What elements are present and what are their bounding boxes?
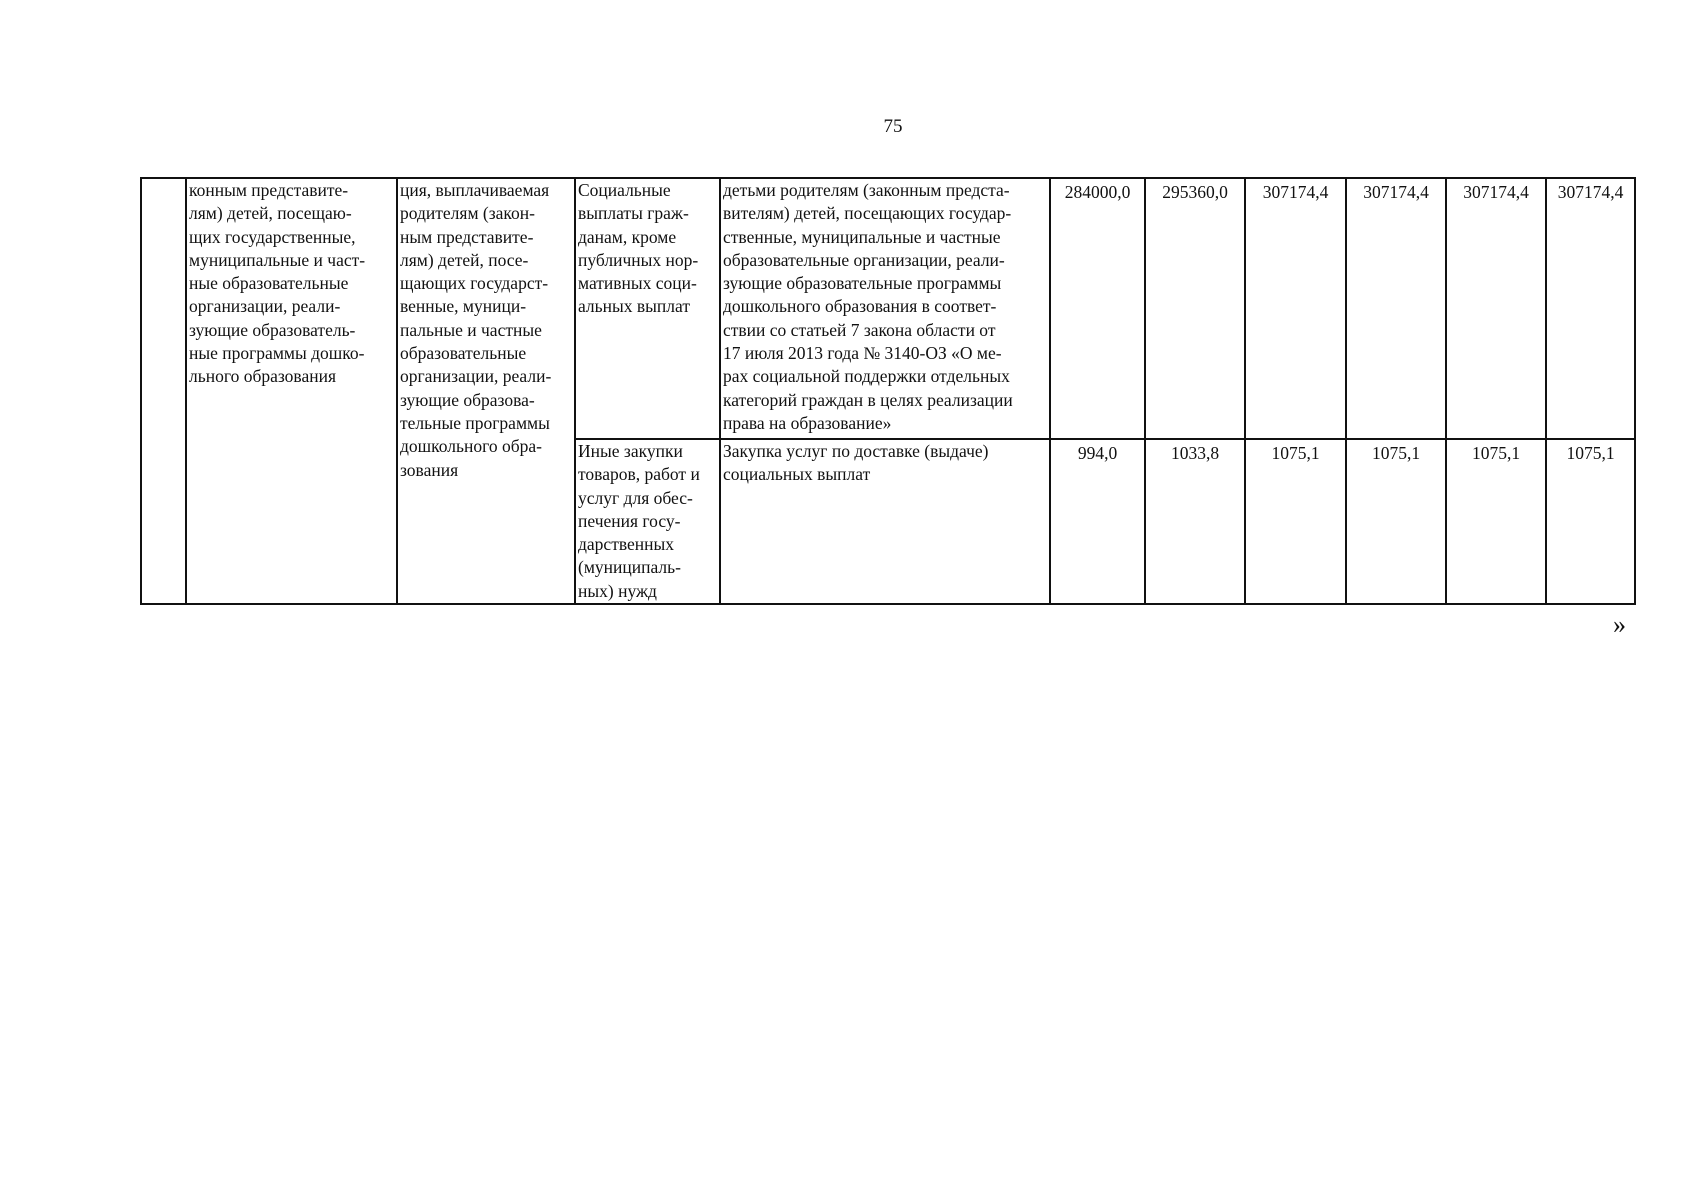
recipient-description-cell: конным представите- лям) детей, посещаю- щих государственные, муниципальные и част- ные образовательные организации, реали- зующие образователь- ные программы дошко- льного образования: [186, 178, 397, 604]
expense-description-cell: Закупка услуг по доставке (выдаче) социальных выплат: [720, 439, 1050, 604]
value-cell: 307174,4: [1446, 178, 1546, 439]
expense-description-cell: детьми родителям (законным предста- вителям) детей, посещающих государ- ственные, муниципальные и частные образовательные организации, реали- зующие образовательные программы дошкольного образования в соответ- ствии со статьей 7 закона области от 17 июля 2013 года № 3140-ОЗ «О ме- рах социальной поддержки отдельных категорий граждан в целях реализации права на образование»: [720, 178, 1050, 439]
value-cell: 307174,4: [1546, 178, 1635, 439]
row-number-cell: [141, 178, 186, 604]
value-cell: 1075,1: [1245, 439, 1346, 604]
value-cell: 994,0: [1050, 439, 1145, 604]
value-cell: 295360,0: [1145, 178, 1245, 439]
expense-type-cell: Социальные выплаты граж- данам, кроме публичных нор- мативных соци- альных выплат: [575, 178, 720, 439]
page-number: 75: [883, 116, 903, 137]
value-cell: 1033,8: [1145, 439, 1245, 604]
value-cell: 1075,1: [1546, 439, 1635, 604]
value-cell: 307174,4: [1245, 178, 1346, 439]
value-cell: 284000,0: [1050, 178, 1145, 439]
value-cell: 307174,4: [1346, 178, 1446, 439]
expense-type-cell: Иные закупки товаров, работ и услуг для обес- печения госу- дарственных (муниципаль- ных) нужд: [575, 439, 720, 604]
table-row: [141, 178, 1635, 439]
payment-description-cell: ция, выплачиваемая родителям (закон- ным представите- лям) детей, посе- щающих государст- венные, муници- пальные и частные образовательные организации, реали- зующие образова- тельные программы дошкольного обра- зования: [397, 178, 575, 604]
value-cell: 1075,1: [1346, 439, 1446, 604]
budget-table: [140, 177, 1636, 605]
closing-quote-mark: »: [1613, 610, 1626, 639]
value-cell: 1075,1: [1446, 439, 1546, 604]
